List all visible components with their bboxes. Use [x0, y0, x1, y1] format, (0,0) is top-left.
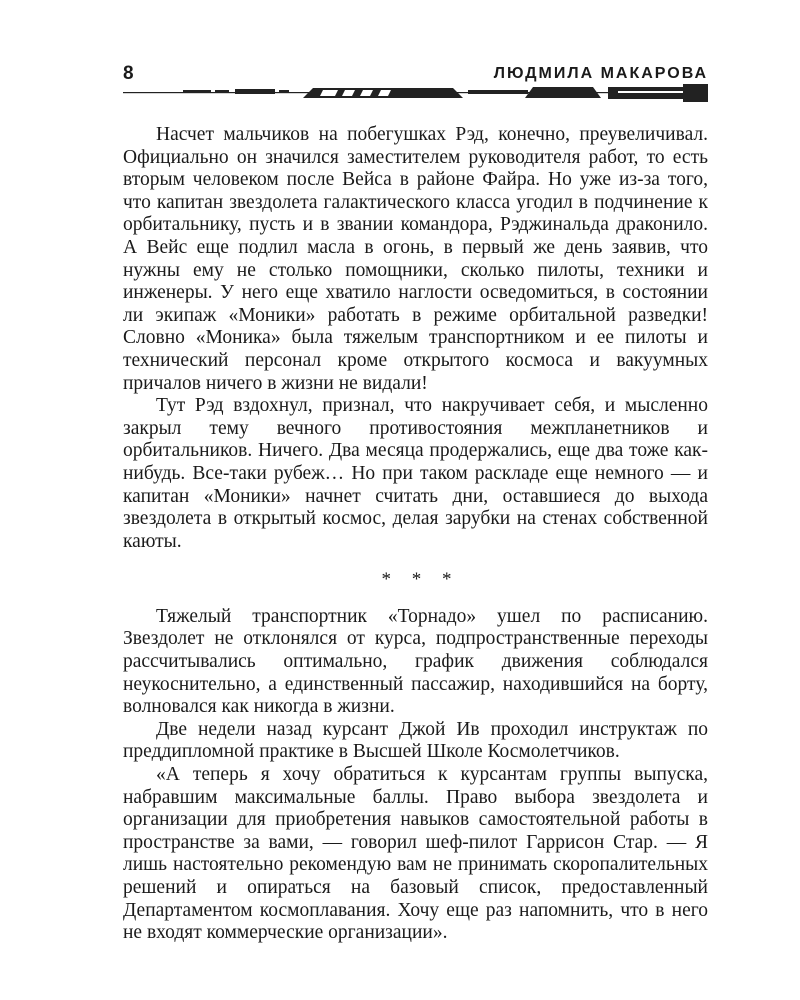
paragraph-4: Две недели назад курсант Джой Ив проходил инструктаж по преддипломной практике в Высшей Школе Космолетчиков.	[123, 718, 708, 763]
section-separator: * * *	[381, 569, 460, 591]
paragraph-1: Насчет мальчиков на побегушках Рэд, конечно, преувеличивал. Официально он значился заместителем руководителя работ, то есть вторым человеком после Вейса в районе Файра. Но уже из-за того, что капитан звездолета галактического класса угодил в подчинение к орбитальнику, пусть и в звании командора, Рэджинальда драконило. А Вейс еще подлил масла в огонь, в первый же день заявив, что нужны ему не столько помощники, сколько пилоты, техники и инженеры. У него еще хватило наглости осведомиться, в состоянии ли экипаж «Моники» работать в режиме орбитальной разведки! Словно «Моника» была тяжелым транспортником и ее пилоты и технический персонал кроме открытого космоса и вакуумных причалов ничего в жизни не видали!	[123, 124, 708, 394]
paragraph-5: «А теперь я хочу обратиться к курсантам группы выпуска, набравшим максимальные баллы. Право выбора звездолета и организации для приобретения навыков самостоятельной работы в пространстве за вами, — говорил шеф-пилот Гаррисон Стар. — Я лишь настоятельно рекомендую вам не принимать скоропалительных решений и опираться на базовый список, предоставленный Департаментом космоплавания. Хочу еще раз напомнить, что в него не входят коммерческие организации».	[123, 764, 708, 944]
paragraph-3: Тяжелый транспортник «Торнадо» ушел по расписанию. Звездолет не отклонялся от курса, подпространственные переходы рассчитывались оптимально, график движения соблюдался неукоснительно, а единственный пассажир, находившийся на борту, волновался как никогда в жизни.	[123, 605, 708, 718]
text-body	[123, 124, 708, 945]
header-stripe-ornament-icon	[123, 84, 708, 102]
page-number: 8	[123, 63, 135, 84]
page-header	[123, 60, 708, 104]
running-title: ЛЮДМИЛА МАКАРОВА	[493, 65, 708, 82]
paragraph-2: Тут Рэд вздохнул, признал, что накручивает себя, и мысленно закрыл тему вечного противостояния межпланетников и орбитальников. Ничего. Два месяца продержались, еще два тоже как-нибудь. Все-таки рубеж… Но при таком раскладе еще немного — и капитан «Моники» начнет считать дни, оставшиеся до выхода звездолета в открытый космос, делая зарубки на стенах собственной каюты.	[123, 395, 708, 552]
